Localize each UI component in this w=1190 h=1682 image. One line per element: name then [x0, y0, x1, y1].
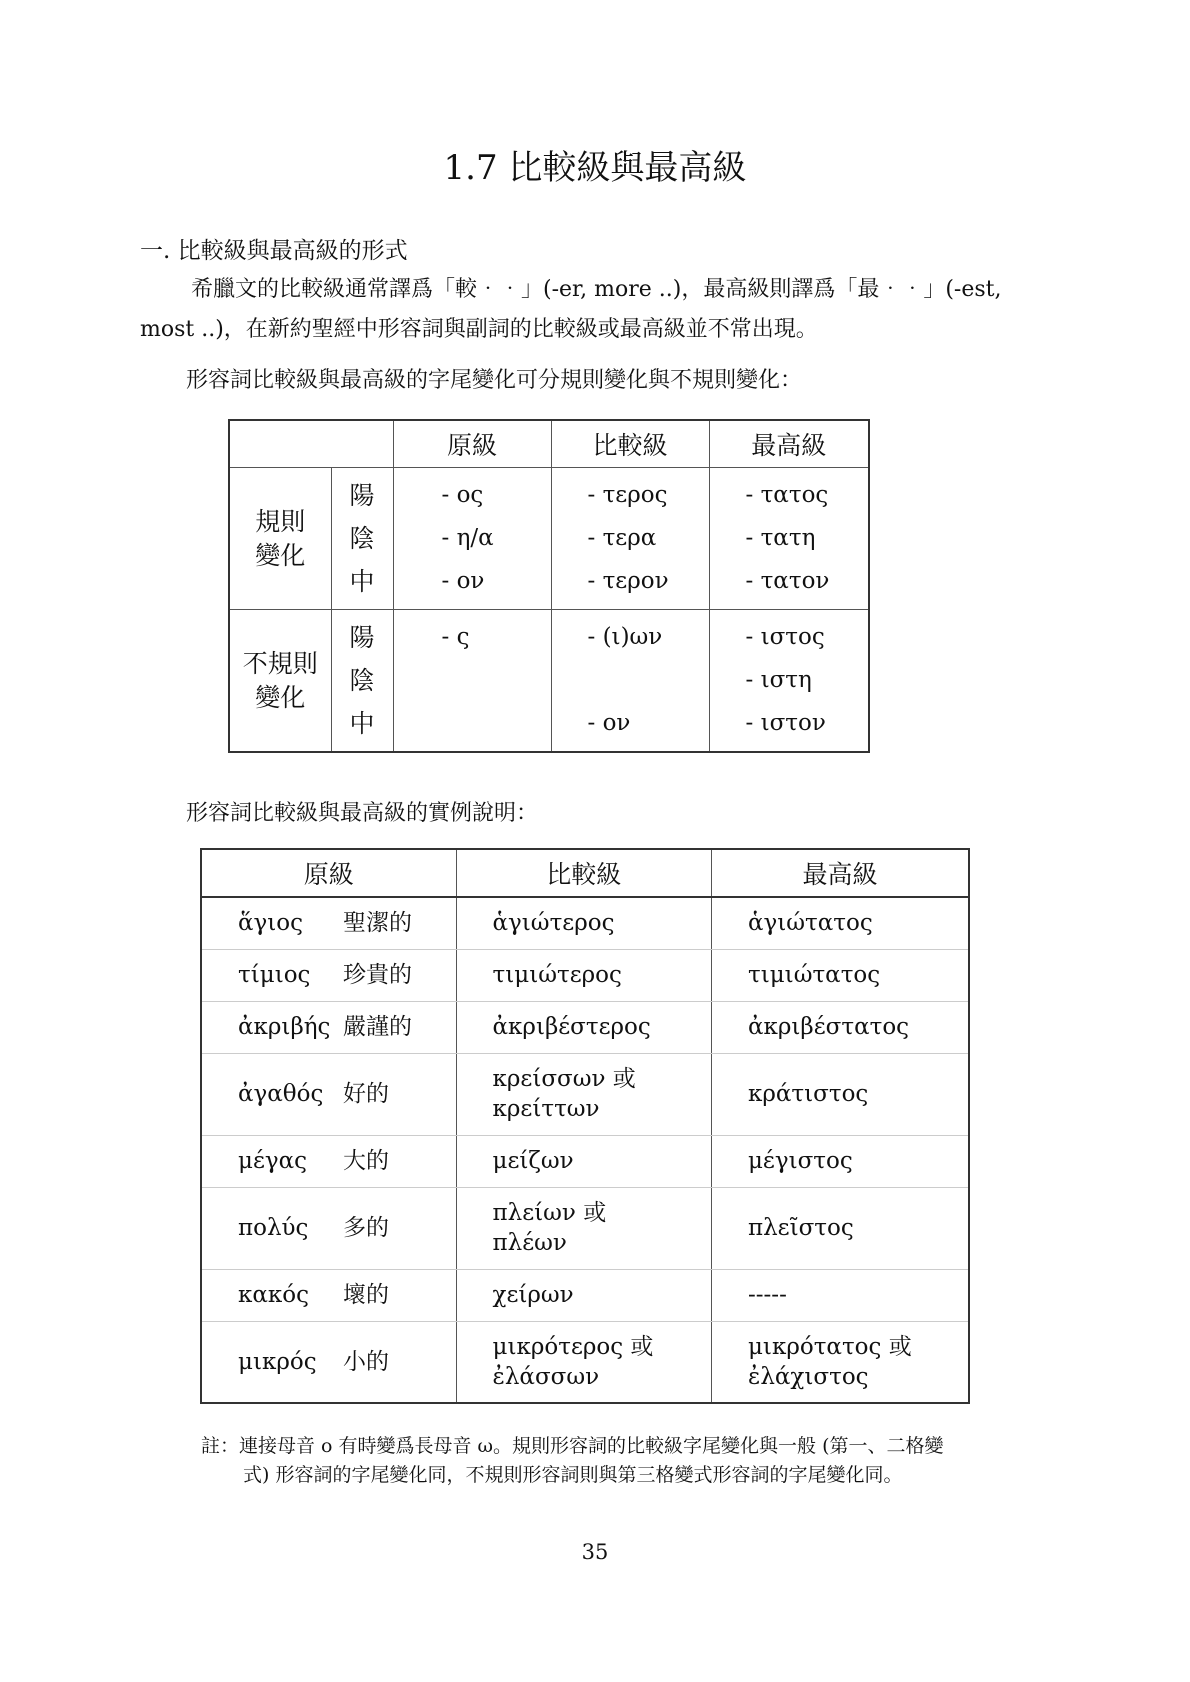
superlative-form: μέγιστος — [747, 1148, 853, 1174]
examples-header-superlative: 最高級 — [711, 849, 969, 897]
footnote-line1: 註：連接母音 ο 有時變爲長母音 ω。規則形容詞的比較級字尾變化與一般 (第一、二格變 — [201, 1435, 944, 1457]
endings-row-irregular — [229, 610, 869, 753]
comparative-cell — [456, 1001, 711, 1053]
regular-label-line2: 變化 — [255, 540, 306, 570]
comparative-form: ἀκριβέστερος — [492, 1014, 651, 1040]
ending: - τατος — [745, 482, 829, 508]
gender-fem: 陰 — [349, 524, 375, 553]
comparative-form-alt: πλέων — [492, 1230, 567, 1256]
page-title: 1.7 比較級與最高級 — [443, 148, 747, 188]
examples-table — [200, 848, 970, 1404]
superlative-form-alt: ἐλάχιστος — [747, 1363, 869, 1390]
meaning: 大的 — [343, 1148, 389, 1174]
irregular-comparative — [551, 610, 709, 753]
superlative-cell — [711, 1187, 969, 1269]
comparative-cell — [456, 1053, 711, 1135]
regular-label-line1: 規則 — [255, 506, 306, 536]
regular-positive — [393, 468, 551, 610]
meaning: 好的 — [343, 1081, 389, 1107]
superlative-form: τιμιώτατος — [747, 962, 881, 988]
superlative-form: ἁγιώτατος — [747, 910, 873, 937]
ending: - τατη — [745, 525, 816, 551]
comparative-form: τιμιώτερος — [492, 962, 622, 988]
table-row — [201, 1135, 969, 1187]
endings-table-header — [229, 420, 869, 468]
superlative-form: κράτιστος — [747, 1081, 869, 1107]
comparative-form: χείρων — [492, 1282, 574, 1308]
examples-header-comparative: 比較級 — [456, 849, 711, 897]
footnote-line2: 式) 形容詞的字尾變化同，不規則形容詞則與第三格變式形容詞的字尾變化同。 — [243, 1464, 903, 1486]
gender-neut: 中 — [349, 709, 375, 738]
superlative-cell — [711, 1321, 969, 1403]
greek-word: ἀγαθός — [238, 1081, 324, 1107]
endings-header-empty — [229, 420, 393, 468]
table-row — [201, 1053, 969, 1135]
positive-cell — [201, 897, 456, 949]
meaning: 小的 — [343, 1348, 389, 1375]
meaning: 聖潔的 — [343, 910, 412, 937]
ending: - ον — [441, 568, 485, 594]
endings-header-positive: 原級 — [393, 420, 551, 468]
ending: - τερος — [587, 482, 668, 508]
irregular-label-line1: 不規則 — [242, 648, 318, 678]
positive-cell — [201, 1321, 456, 1403]
endings-row-regular — [229, 468, 869, 610]
comparative-form: πλείων 或 — [492, 1200, 607, 1226]
superlative-cell — [711, 1001, 969, 1053]
regular-superlative — [709, 468, 869, 610]
endings-table — [228, 419, 870, 753]
superlative-cell — [711, 1269, 969, 1321]
superlative-cell — [711, 949, 969, 1001]
ending: - η/α — [441, 525, 494, 551]
ending: - τατον — [745, 568, 830, 594]
gender-masc: 陽 — [349, 481, 375, 510]
comparative-form: κρείσσων 或 — [492, 1066, 636, 1092]
meaning: 多的 — [343, 1215, 389, 1241]
meaning: 壞的 — [343, 1282, 389, 1308]
comparative-cell — [456, 1269, 711, 1321]
positive-cell — [201, 949, 456, 1001]
positive-cell — [201, 1001, 456, 1053]
positive-cell — [201, 1053, 456, 1135]
comparative-cell — [456, 897, 711, 949]
positive-cell — [201, 1135, 456, 1187]
superlative-form: πλεῖστος — [747, 1215, 854, 1241]
comparative-form: ἁγιώτερος — [492, 910, 615, 937]
comparative-cell — [456, 1321, 711, 1403]
ending — [442, 702, 551, 745]
greek-word: ἀκριβής — [238, 1014, 331, 1040]
ending: - ς — [441, 624, 470, 650]
comparative-cell — [456, 949, 711, 1001]
comparative-cell — [456, 1187, 711, 1269]
ending: - τερον — [587, 568, 669, 594]
greek-word: μέγας — [238, 1148, 308, 1174]
comparative-cell — [456, 1135, 711, 1187]
ending: - ιστον — [745, 710, 826, 736]
page-number: 35 — [581, 1540, 609, 1564]
superlative-form: ----- — [747, 1282, 787, 1308]
ending — [442, 659, 551, 702]
comparative-form-alt: κρείττων — [492, 1096, 600, 1122]
comparative-form-alt: ἐλάσσων — [492, 1363, 600, 1390]
gender-fem: 陰 — [349, 666, 375, 695]
regular-label — [229, 468, 331, 610]
section-heading: 一. 比較級與最高級的形式 — [140, 238, 408, 264]
table-row — [201, 1001, 969, 1053]
positive-cell — [201, 1269, 456, 1321]
footnote — [201, 1432, 1061, 1490]
examples-table-header — [201, 849, 969, 897]
gender-neut: 中 — [349, 567, 375, 596]
ending: - ος — [441, 482, 484, 508]
greek-word: ἅγιος — [238, 910, 304, 937]
examples-header-positive: 原級 — [201, 849, 456, 897]
table-row — [201, 949, 969, 1001]
meaning: 珍貴的 — [343, 962, 412, 988]
table-row — [201, 1269, 969, 1321]
gender-masc: 陽 — [349, 623, 375, 652]
irregular-positive — [393, 610, 551, 753]
greek-word: μικρός — [238, 1348, 317, 1375]
superlative-form: μικρότατος 或 — [747, 1333, 912, 1360]
ending: - ον — [587, 710, 631, 736]
irregular-label-line2: 變化 — [255, 682, 306, 712]
greek-word: τίμιος — [238, 962, 311, 988]
intro-paragraph: 希臘文的比較級通常譯爲「較‧‧」(-er, more ..)，最高級則譯爲「最‧‧」(-est, most ..)，在新約聖經中形容詞與副詞的比較級或最高級並不常出現。 — [140, 277, 1002, 342]
positive-cell — [201, 1187, 456, 1269]
irregular-superlative — [709, 610, 869, 753]
superlative-cell — [711, 897, 969, 949]
superlative-cell — [711, 1053, 969, 1135]
ending — [588, 659, 709, 702]
regular-genders — [331, 468, 393, 610]
meaning: 嚴謹的 — [343, 1014, 412, 1040]
examples-intro-text: 形容詞比較級與最高級的實例說明： — [186, 801, 539, 826]
table-row — [201, 1187, 969, 1269]
endings-intro-text: 形容詞比較級與最高級的字尾變化可分規則變化與不規則變化： — [186, 368, 803, 393]
greek-word: κακός — [238, 1282, 310, 1308]
superlative-form: ἀκριβέστατος — [747, 1014, 910, 1040]
ending: - (ι)ων — [587, 624, 663, 650]
table-row — [201, 897, 969, 949]
endings-header-superlative: 最高級 — [709, 420, 869, 468]
superlative-cell — [711, 1135, 969, 1187]
comparative-form: μείζων — [492, 1148, 574, 1174]
comparative-form: μικρότερος 或 — [492, 1333, 654, 1360]
irregular-genders — [331, 610, 393, 753]
regular-comparative — [551, 468, 709, 610]
ending: - ιστη — [745, 667, 812, 693]
table-row — [201, 1321, 969, 1403]
irregular-label — [229, 610, 331, 753]
greek-word: πολύς — [238, 1215, 309, 1241]
ending: - τερα — [587, 525, 657, 551]
ending: - ιστος — [745, 624, 825, 650]
endings-header-comparative: 比較級 — [551, 420, 709, 468]
